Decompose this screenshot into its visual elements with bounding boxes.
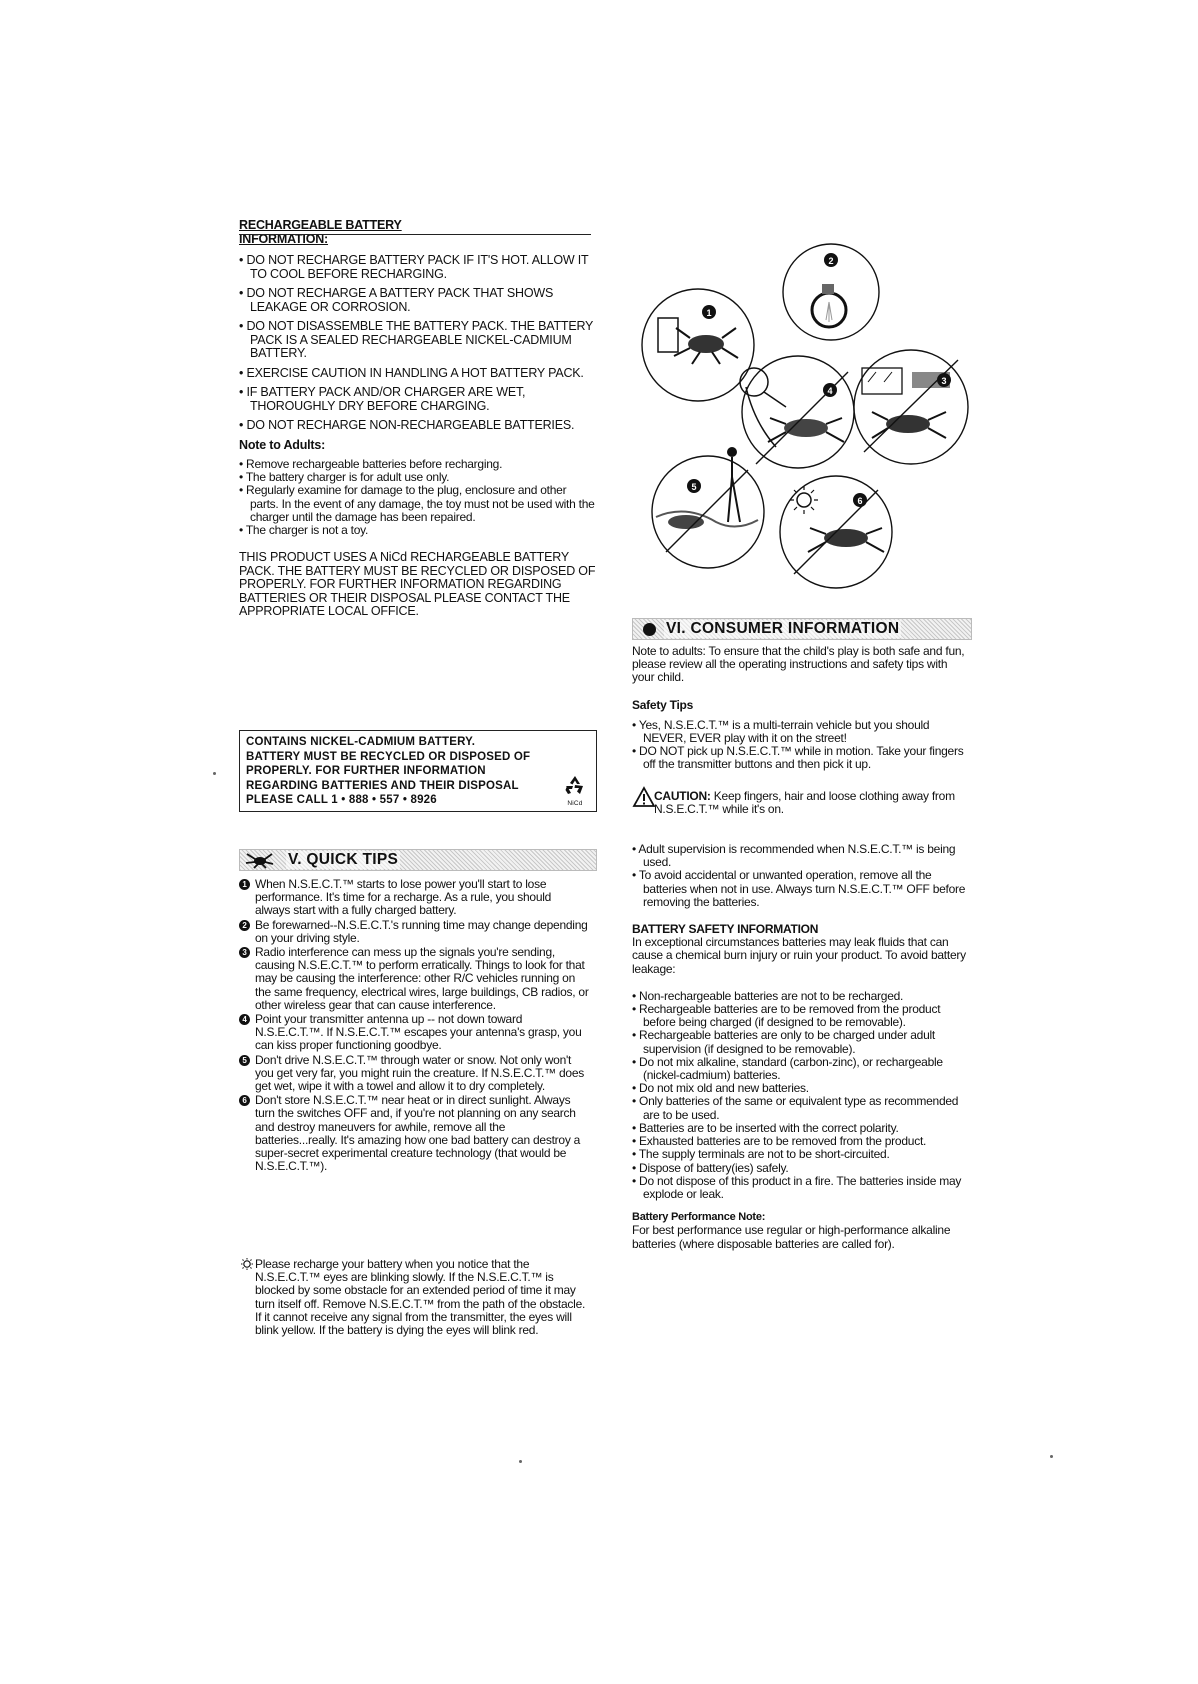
caution-text: Keep fingers, hair and loose clothing away from N.S.E.C.T.™ while it's on.: [654, 788, 955, 816]
nicd-box-line: PROPERLY. FOR FURTHER INFORMATION: [246, 765, 486, 777]
battery-safety-bullet: • Do not mix alkaline, standard (carbon-zinc), or rechargeable (nickel-cadmium) batteries.: [632, 1054, 943, 1083]
quick-tip-text: When N.S.E.C.T.™ starts to lose power you'll start to lose performance. It's time for a recharge. As a rule, you should always start with a fully charged battery.: [255, 877, 552, 918]
svg-text:2: 2: [828, 256, 834, 266]
note-bullet: • The charger is not a toy.: [239, 523, 369, 538]
safety-tips-heading: Safety Tips: [632, 697, 694, 712]
svg-text:4: 4: [827, 386, 833, 396]
battery-safety-bullet: • Only batteries of the same or equivalent type as recommended are to be used.: [632, 1094, 959, 1122]
tip-number-bullet: 3: [239, 947, 250, 958]
note-bullet: • Remove rechargeable batteries before recharging.: [239, 457, 503, 471]
rechargeable-bullet: • EXERCISE CAUTION IN HANDLING A HOT BATTERY PACK.: [239, 365, 584, 380]
rechargeable-bullet: • DO NOT RECHARGE NON-RECHARGEABLE BATTERIES.: [239, 418, 575, 432]
battery-safety-intro: In exceptional circumstances batteries may leak fluids that can cause a chemical burn injury or ruin your product. To avoid battery leakage:: [632, 935, 966, 976]
scan-speck: [213, 772, 216, 775]
diagram-number-3: [937, 373, 951, 387]
diagram-number-4: [823, 383, 837, 397]
rechargeable-heading: RECHARGEABLE BATTERY INFORMATION:: [239, 218, 402, 246]
battery-performance-text: For best performance use regular or high-performance alkaline batteries (where disposable batteries are called for).: [632, 1223, 951, 1251]
quick-tip-item: [239, 1054, 589, 1094]
note-to-adults-heading: Note to Adults:: [239, 437, 326, 452]
diagram-circle-5: [652, 447, 764, 568]
adult-bullet-list: [632, 843, 968, 909]
battery-safety-bullet: • Do not mix old and new batteries.: [632, 1081, 809, 1096]
heading-rule: [239, 234, 591, 235]
tip-number-bullet: 4: [239, 1014, 250, 1025]
safety-bullet: • DO NOT pick up N.S.E.C.T.™ while in motion. Take your fingers off the transmitter buttons and then pick it up.: [632, 744, 964, 772]
quick-tip-text: Be forewarned--N.S.E.C.T.'s running time may change depending on your driving style.: [255, 917, 588, 945]
recharge-note: [239, 1258, 589, 1337]
consumer-info-banner: [632, 618, 972, 640]
battery-safety-bullet-list: [632, 990, 968, 1201]
rechargeable-bullet-list: [239, 254, 597, 433]
spider-icon: [244, 851, 274, 869]
quick-tip-item: [239, 1094, 589, 1173]
battery-safety-heading: BATTERY SAFETY INFORMATION: [632, 922, 819, 937]
quick-tips-title: V. QUICK TIPS: [288, 851, 399, 868]
recycle-icon: [564, 775, 586, 795]
consumer-info-title: VI. CONSUMER INFORMATION: [666, 620, 900, 637]
rechargeable-bullet: • IF BATTERY PACK AND/OR CHARGER ARE WET, THOROUGHLY DRY BEFORE CHARGING.: [239, 385, 526, 413]
consumer-info-body: [632, 645, 968, 1251]
quick-tips-list: [239, 878, 589, 1174]
quick-tip-text: Don't store N.S.E.C.T.™ near heat or in direct sunlight. Always turn the switches OFF and, if you're not planning on any search and destroy maneuvers for awhile, remove all the batteries...really. It's amazing how one bad battery can destroy a super-secret experimental creature technology (that would be N.S.E.C.T.™).: [255, 1093, 581, 1174]
rechargeable-section: [239, 218, 597, 619]
consumer-intro: Note to adults: To ensure that the child's play is both safe and fun, please review all the operating instructions and safety tips with your child.: [632, 644, 965, 685]
nicd-box-line: PLEASE CALL 1 • 888 • 557 • 8926: [246, 794, 437, 806]
note-bullet: • The battery charger is for adult use only.: [239, 470, 450, 485]
tip-number-bullet: 1: [239, 879, 250, 890]
rechargeable-bullet: • DO NOT DISASSEMBLE THE BATTERY PACK. THE BATTERY PACK IS A SEALED RECHARGEABLE NICKEL-CADMIUM BATTERY.: [239, 319, 593, 360]
note-bullet: • Regularly examine for damage to the plug, enclosure and other parts. In the event of any damage, the toy must not be used with the charger until the damage has been repaired.: [239, 483, 595, 524]
battery-safety-bullet: • Non-rechargeable batteries are not to be recharged.: [632, 988, 904, 1003]
diagram-number-2: [824, 253, 838, 267]
quick-tip-text: Don't drive N.S.E.C.T.™ through water or snow. Not only won't you get very far, you might ruin the creature. If N.S.E.C.T.™ does get wet, wipe it with a towel and allow it to dry completely.: [255, 1052, 584, 1094]
quick-tip-text: Radio interference can mess up the signals you're sending, causing N.S.E.C.T.™ to perform erratically. Things to look for that may be causing the interference: other R/C vehicles running on the same frequency, electrical wires, large buildings, CB radios, or other wireless gear that can cause interference.: [255, 945, 589, 1012]
diagram-circle-1: [642, 289, 754, 401]
svg-text:3: 3: [941, 376, 947, 386]
recycle-label: NiCd: [567, 799, 583, 807]
caution-block: [632, 790, 968, 816]
scan-speck: [519, 1460, 522, 1463]
adult-bullet: • Adult supervision is recommended when N.S.E.C.T.™ is being used.: [632, 842, 956, 870]
diagram-number-1: [702, 305, 716, 319]
quick-tip-item: [239, 946, 589, 1012]
battery-safety-bullet: • The supply terminals are not to be short-circuited.: [632, 1147, 890, 1162]
battery-safety-bullet: • Do not dispose of this product in a fire. The batteries inside may explode or leak.: [632, 1173, 962, 1201]
quick-tip-item: [239, 919, 589, 945]
svg-text:1: 1: [706, 308, 712, 318]
usage-diagram: [636, 232, 976, 602]
battery-safety-bullet: • Batteries are to be inserted with the correct polarity.: [632, 1120, 899, 1135]
warning-triangle-icon: [632, 786, 656, 808]
quick-tip-text: Point your transmitter antenna up -- not down toward N.S.E.C.T.™. If N.S.E.C.T.™ escapes your antenna's grasp, you can kiss proper functioning goodbye.: [255, 1012, 582, 1053]
battery-safety-bullet: • Rechargeable batteries are to be removed from the product before being charged (if designed to be removable).: [632, 1002, 941, 1030]
svg-text:6: 6: [857, 496, 863, 506]
diagram-circle-4: [740, 356, 854, 468]
nicd-warning-box: [239, 730, 597, 812]
battery-performance-heading: Battery Performance Note:: [632, 1211, 766, 1224]
nicd-paragraph: THIS PRODUCT USES A NiCd RECHARGEABLE BATTERY PACK. THE BATTERY MUST BE RECYCLED OR DISPOSED OF PROPERLY. FOR FURTHER INFORMATION REGARDING BATTERIES OR THEIR DISPOSAL PLEASE CONTACT THE APPROPRIATE LOCAL OFFICE.: [239, 550, 596, 619]
diagram-number-5: [687, 479, 701, 493]
diagram-circle-6: [780, 476, 892, 588]
nicd-box-line: BATTERY MUST BE RECYCLED OR DISPOSED OF: [246, 750, 531, 763]
rechargeable-bullet: • DO NOT RECHARGE A BATTERY PACK THAT SHOWS LEAKAGE OR CORROSION.: [239, 286, 554, 314]
safety-bullet-list: [632, 719, 968, 772]
quick-tips-banner: [239, 849, 597, 871]
recharge-note-text: Please recharge your battery when you notice that the N.S.E.C.T.™ eyes are blinking slowly. If the N.S.E.C.T.™ is blocked by some obstacle for an extended period of time it may turn itself off. Remove N.S.E.C.T.™ from the path of the obstacle. If it cannot receive any signal from the transmitter, the eyes will blink yellow. If the battery is dying the eyes will blink red.: [255, 1257, 586, 1338]
nicd-box-line: REGARDING BATTERIES AND THEIR DISPOSAL: [246, 779, 519, 792]
lightbulb-icon: [239, 1257, 255, 1273]
safety-bullet: • Yes, N.S.E.C.T.™ is a multi-terrain vehicle but you should NEVER, EVER play with it on the street!: [632, 717, 930, 746]
note-bullet-list: [239, 458, 597, 537]
battery-safety-bullet: • Rechargeable batteries are only to be charged under adult supervision (if designed to be removable).: [632, 1028, 935, 1056]
consumer-info-icon: [643, 623, 656, 636]
rechargeable-bullet: • DO NOT RECHARGE BATTERY PACK IF IT'S HOT. ALLOW IT TO COOL BEFORE RECHARGING.: [239, 253, 589, 281]
battery-safety-bullet: • Exhausted batteries are to be removed from the product.: [632, 1134, 927, 1149]
adult-bullet: • To avoid accidental or unwanted operation, remove all the batteries when not in use. Always turn N.S.E.C.T.™ OFF before removing the batteries.: [632, 868, 966, 909]
quick-tip-item: [239, 878, 589, 918]
tip-number-bullet: 5: [239, 1055, 250, 1066]
caution-label: CAUTION:: [654, 788, 711, 803]
tip-number-bullet: 6: [239, 1095, 250, 1106]
svg-text:5: 5: [691, 482, 697, 492]
tip-number-bullet: 2: [239, 920, 250, 931]
recycle-mark: [564, 775, 586, 807]
diagram-circle-3: [854, 350, 968, 464]
nicd-box-line: CONTAINS NICKEL-CADMIUM BATTERY.: [246, 736, 476, 748]
battery-safety-bullet: • Dispose of battery(ies) safely.: [632, 1160, 789, 1175]
scan-speck: [1050, 1455, 1053, 1458]
nicd-box-text: [246, 735, 590, 808]
diagram-number-6: [853, 493, 867, 507]
quick-tip-item: [239, 1013, 589, 1053]
